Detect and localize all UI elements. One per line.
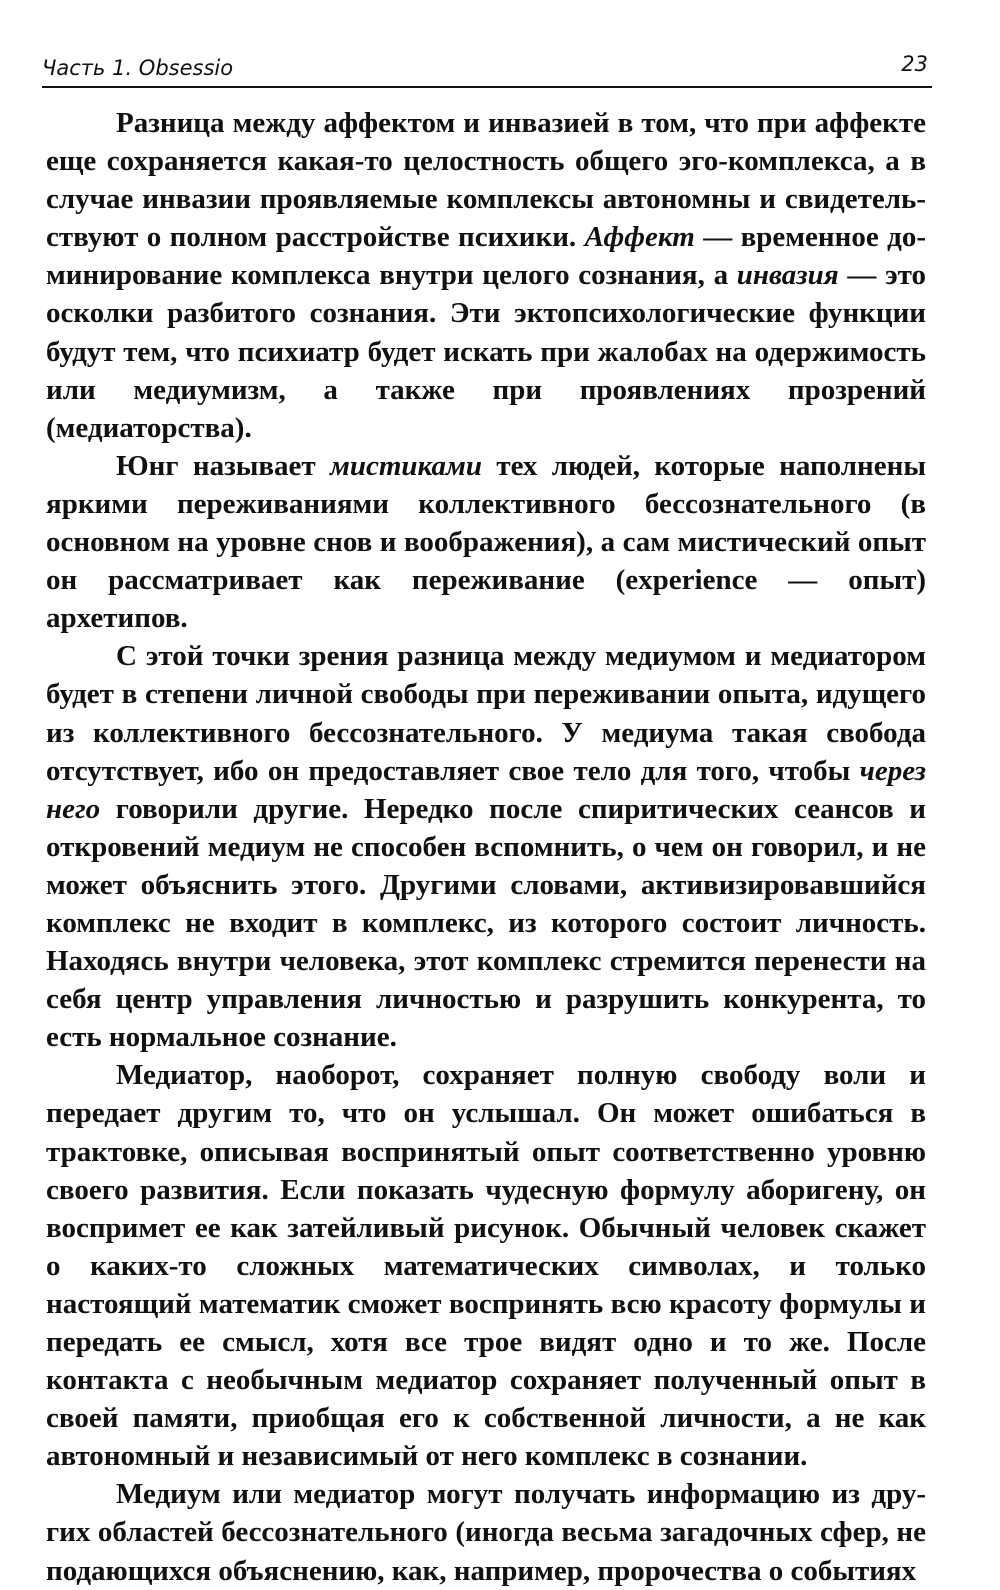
chapter-title: Часть 1. Obsessio (42, 56, 234, 80)
text-run: С этой точки зрения разница между медиумом и медиатором будет в степени личной свободы при переживании опыта, идущего из коллективного бессознательного. У медиума такая свобода отсутствует, ибо он предоставляет свое тело для того, чтобы (46, 640, 926, 787)
paragraph (46, 1475, 926, 1589)
running-head (42, 50, 932, 88)
text-run: Медиатор, наоборот, сохраняет полную свободу воли и передает другим то, что он услышал. Он может ошибаться в трактовке, описывая воспринятый опыт соответственно уровню своего развития. Если показать чудесную формулу аборигену, он воспримет ее как затейливый рисунок. Обычный человек скажет о каких-то сложных математических символах, и только настоящий математик сможет воспринять всю красоту формулы и передать ее смысл, хотя все трое видят одно и то же. После контакта с необычным медиатор сохраняет полученный опыт в своей памяти, приобщая его к собственной личности, а не как автономный и независимый от него комплекс в сознании. (46, 1059, 926, 1473)
body-text (46, 104, 926, 1590)
paragraph (46, 1056, 926, 1475)
text-run: Медиум или медиатор могут получать информацию из других областей бессознательного (иногда весьма загадочных сфер, не подающихся объяснению, как, например, пророчества о событиях (46, 1478, 926, 1587)
italic-term-invasion: инвазия (736, 259, 839, 292)
text-run: Юнг называет (116, 449, 330, 482)
paragraph (46, 447, 926, 637)
paragraph (46, 104, 926, 447)
italic-emphasis: через него (46, 754, 926, 825)
text-run: тех людей, которые наполнены яркими переживаниями коллективного бессознательного (в основном на уровне снов и воображения), а сам мистический опыт он рассматривает как переживание (experience — опыт) архетипов. (46, 449, 926, 635)
page-number: 23 (901, 52, 928, 76)
italic-term-mystics: мистиками (330, 449, 483, 482)
text-run: Разница между аффектом и инвазией в том, что при аффекте еще сохраняется какая-то целостность общего эго-комплекса, а в случае инвазии проявляемые комплексы автономны и свидетельствуют о полном расстройстве психики. (46, 107, 926, 254)
text-run: — временное доминирование комплекса внутри целого сознания, а (46, 221, 926, 292)
text-run: говорили другие. Нередко после спиритических сеансов и откровений медиум не способен вспомнить, о чем он говорил, и не может объяснить этого. Другими словами, активизировавшийся комплекс не входит в комплекс, из которого состоит личность. Находясь внутри человека, этот комплекс стремится перенести на себя центр управления личностью и разрушить конкурента, то есть нормальное сознание. (46, 792, 926, 1054)
paragraph (46, 637, 926, 1056)
text-run: — это осколки разбитого сознания. Эти эктопсихологические функции будут тем, что психиатр будет искать при жалобах на одержимость или медиумизм, а также при проявлениях прозрений (медиаторства). (46, 259, 926, 444)
italic-term-affect: Аффект (584, 221, 695, 254)
